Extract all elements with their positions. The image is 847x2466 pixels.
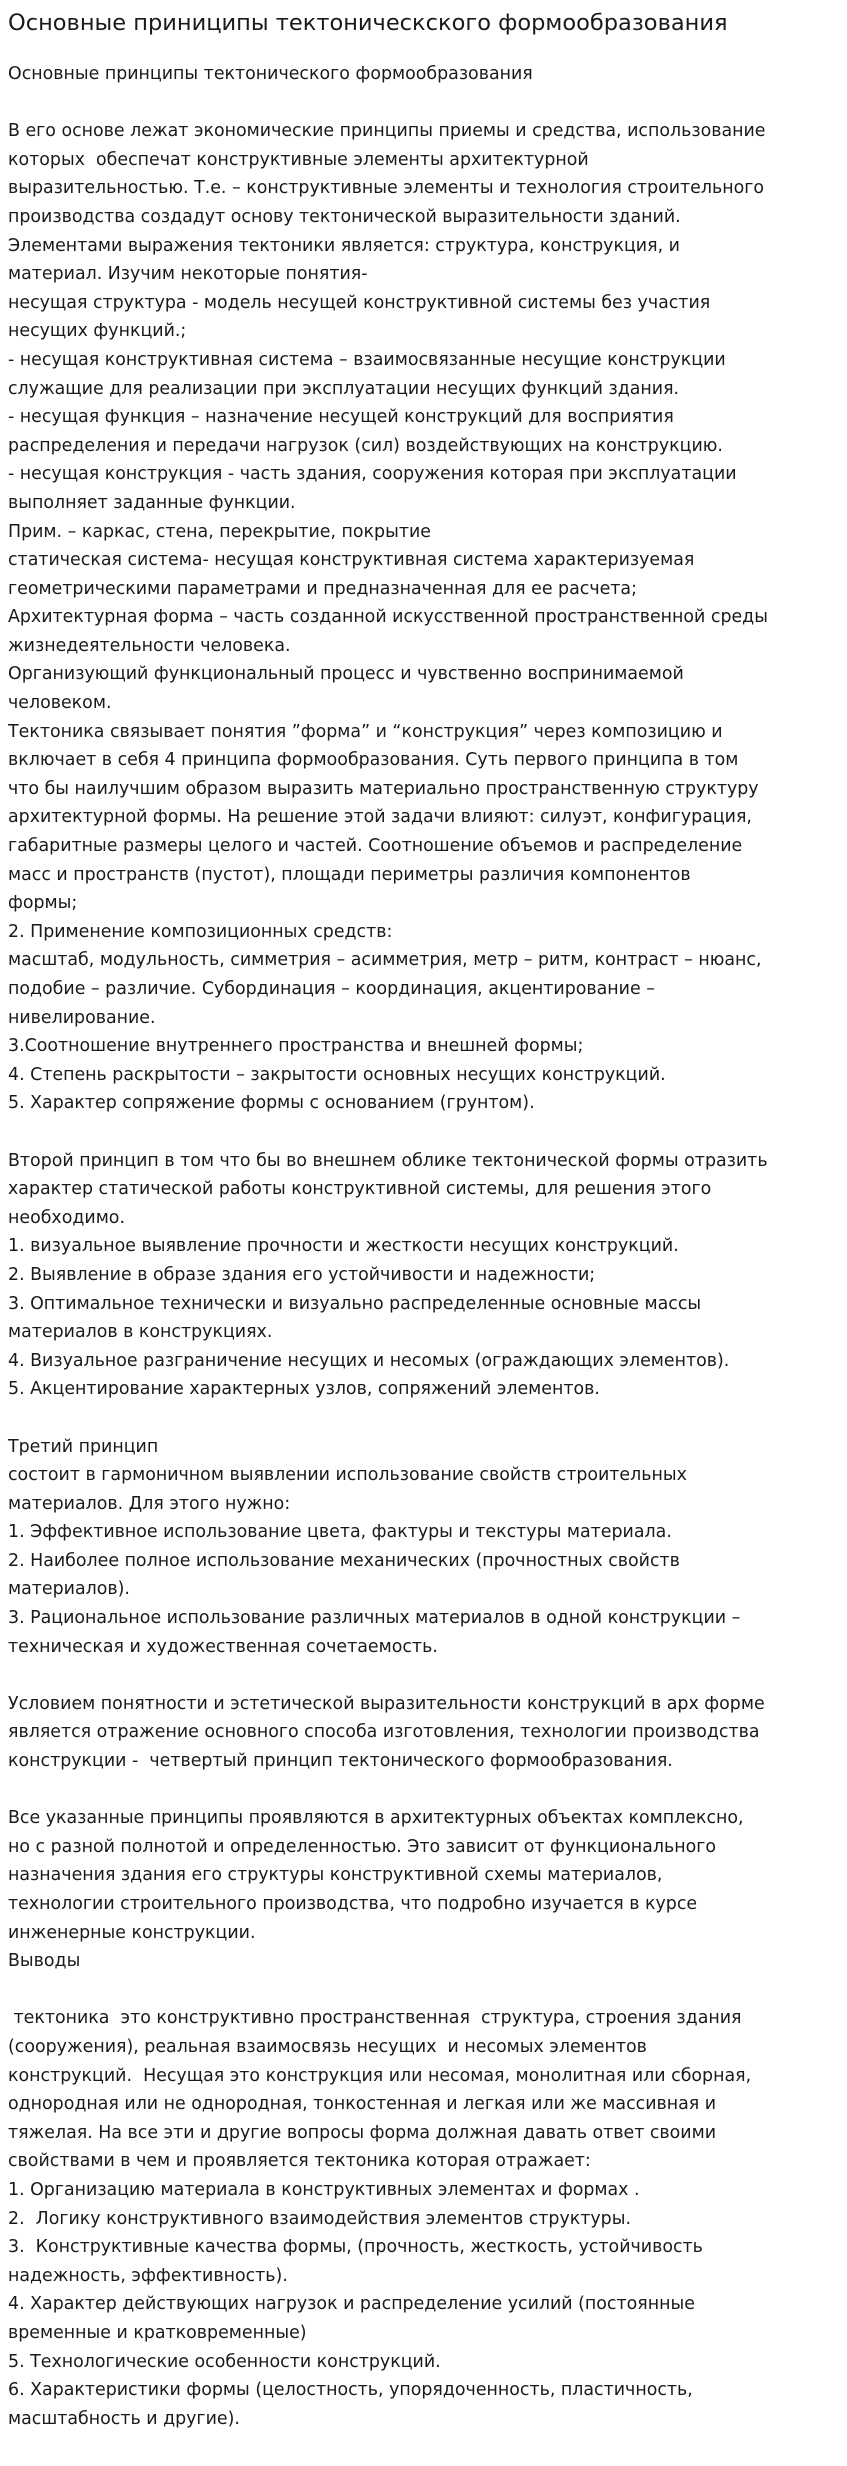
text-line: - несущая конструкция - часть здания, сооружения которая при эксплуатации bbox=[8, 464, 737, 485]
text-line: Прим. – каркас, стена, перекрытие, покрытие bbox=[8, 521, 431, 542]
text-line: жизнедеятельности человека. bbox=[8, 635, 291, 656]
text-line: выполняет заданные функции. bbox=[8, 492, 296, 513]
text-line: 4. Степень раскрытости – закрытости основных несущих конструкций. bbox=[8, 1064, 666, 1085]
text-line: статическая система- несущая конструктивная система характеризуемая bbox=[8, 550, 695, 571]
text-line: масс и пространств (пустот), площади периметры различия компонентов bbox=[8, 864, 691, 885]
text-line: конструкций. Несущая это конструкция или несомая, монолитная или сборная, bbox=[8, 2065, 752, 2086]
text-line: Выводы bbox=[8, 1951, 81, 1972]
text-line: Третий принцип bbox=[8, 1436, 159, 1457]
text-line: выразительностью. Т.е. – конструктивные элементы и технология строительного bbox=[8, 178, 764, 199]
text-line: Элементами выражения тектоники является: структура, конструкция, и bbox=[8, 235, 680, 256]
paragraph-break bbox=[8, 1118, 839, 1147]
text-line: инженерные конструкции. bbox=[8, 1922, 256, 1943]
paragraph-break bbox=[8, 1661, 839, 1690]
text-line: материалов). bbox=[8, 1579, 130, 1600]
text-line: - несущая конструктивная система – взаимосвязанные несущие конструкции bbox=[8, 349, 726, 370]
paragraph-break bbox=[8, 89, 839, 118]
text-line: архитектурной формы. На решение этой задачи влияют: силуэт, конфигурация, bbox=[8, 807, 752, 828]
paragraph-break bbox=[8, 1404, 839, 1433]
text-line: характер статической работы конструктивной системы, для решения этого bbox=[8, 1179, 712, 1200]
text-line: 5. Акцентирование характерных узлов, сопряжений элементов. bbox=[8, 1379, 600, 1400]
text-line: Тектоника связывает понятия ”форма” и “конструкция” через композицию и bbox=[8, 721, 723, 742]
text-line: тектоника это конструктивно пространственная структура, строения здания bbox=[8, 2008, 742, 2029]
text-line: В его основе лежат экономические принципы приемы и средства, использование bbox=[8, 121, 766, 142]
text-line: включает в себя 4 принципа формообразования. Суть первого принципа в том bbox=[8, 750, 739, 771]
text-line: Условием понятности и эстетической выразительности конструкций в арх форме bbox=[8, 1693, 765, 1714]
text-line: тяжелая. На все эти и другие вопросы форма должная давать ответ своими bbox=[8, 2122, 717, 2143]
text-line: 3.Соотношение внутреннего пространства и внешней формы; bbox=[8, 1036, 584, 1057]
text-line: 4. Визуальное разграничение несущих и несомых (ограждающих элементов). bbox=[8, 1350, 730, 1371]
text-line: 5. Технологические особенности конструкций. bbox=[8, 2351, 441, 2372]
text-line: временные и кратковременные) bbox=[8, 2322, 307, 2343]
text-line: (сооружения), реальная взаимосвязь несущих и несомых элементов bbox=[8, 2036, 647, 2057]
text-line: назначения здания его структуры конструктивной схемы материалов, bbox=[8, 1865, 663, 1886]
text-line: которых обеспечат конструктивные элементы архитектурной bbox=[8, 149, 589, 170]
text-line: конструкции - четвертый принцип тектонического формообразования. bbox=[8, 1751, 673, 1772]
paragraph-break bbox=[8, 1776, 839, 1805]
text-line: производства создадут основу тектонической выразительности зданий. bbox=[8, 206, 681, 227]
text-line: 4. Характер действующих нагрузок и распределение усилий (постоянные bbox=[8, 2294, 695, 2315]
text-line: материал. Изучим некоторые понятия- bbox=[8, 264, 368, 285]
text-line: техническая и художественная сочетаемость. bbox=[8, 1636, 438, 1657]
text-line: но с разной полнотой и определенностью. Это зависит от функционального bbox=[8, 1836, 716, 1857]
text-line: несущая структура - модель несущей конструктивной системы без участия bbox=[8, 292, 711, 313]
text-line: 6. Характеристики формы (целостность, упорядоченность, пластичность, bbox=[8, 2380, 693, 2401]
text-line: человеком. bbox=[8, 693, 112, 714]
text-line: 2. Логику конструктивного взаимодействия элементов структуры. bbox=[8, 2208, 631, 2229]
text-line: 5. Характер сопряжение формы с основанием (грунтом). bbox=[8, 1093, 535, 1114]
text-line: 1. визуальное выявление прочности и жесткости несущих конструкций. bbox=[8, 1236, 679, 1257]
text-line: материалов. Для этого нужно: bbox=[8, 1493, 291, 1514]
text-line: Все указанные принципы проявляются в архитектурных объектах комплексно, bbox=[8, 1808, 744, 1829]
text-line: однородная или не однородная, тонкостенная и легкая или же массивная и bbox=[8, 2094, 717, 2115]
text-line: 2. Наиболее полное использование механических (прочностных свойств bbox=[8, 1550, 680, 1571]
page-title: Основные приниципы тектоническского формообразования bbox=[8, 10, 728, 36]
text-line: технологии строительного производства, что подробно изучается в курсе bbox=[8, 1894, 698, 1914]
text-line: несущих функций.; bbox=[8, 321, 187, 342]
text-line: 2. Выявление в образе здания его устойчивости и надежности; bbox=[8, 1264, 596, 1285]
text-line: материалов в конструкциях. bbox=[8, 1322, 273, 1343]
text-line: 1. Эффективное использование цвета, фактуры и текстуры материала. bbox=[8, 1522, 672, 1543]
text-line: масштабность и другие). bbox=[8, 2408, 240, 2429]
text-line: Основные принципы тектонического формообразования bbox=[8, 64, 533, 84]
text-line: 1. Организацию материала в конструктивных элементах и формах . bbox=[8, 2179, 640, 2200]
text-line: Организующий функциональный процесс и чувственно воспринимаемой bbox=[8, 664, 684, 685]
text-line: служащие для реализации при эксплуатации несущих функций здания. bbox=[8, 378, 680, 399]
text-line: - несущая функция – назначение несущей конструкций для восприятия bbox=[8, 407, 674, 428]
text-line: нивелирование. bbox=[8, 1007, 156, 1028]
text-line: 3. Рациональное использование различных материалов в одной конструкции – bbox=[8, 1608, 741, 1629]
text-line: необходимо. bbox=[8, 1207, 125, 1228]
text-line: 3. Конструктивные качества формы, (прочность, жесткость, устойчивость bbox=[8, 2237, 703, 2258]
text-line: Второй принцип в том что бы во внешнем облике тектонической формы отразить bbox=[8, 1150, 768, 1171]
text-line: формы; bbox=[8, 893, 78, 914]
paragraph-break bbox=[8, 1976, 839, 2005]
text-line: 3. Оптимальное технически и визуально распределенные основные массы bbox=[8, 1293, 702, 1314]
text-line: является отражение основного способа изготовления, технологии производства bbox=[8, 1722, 760, 1743]
text-line: геометрическими параметрами и предназначенная для ее расчета; bbox=[8, 578, 637, 599]
text-line: распределения и передачи нагрузок (сил) воздействующих на конструкцию. bbox=[8, 435, 723, 456]
text-line: масштаб, модульность, симметрия – асимметрия, метр – ритм, контраст – нюанс, bbox=[8, 950, 762, 971]
text-line: состоит в гармоничном выявлении использование свойств строительных bbox=[8, 1465, 687, 1486]
text-line: подобие – различие. Субординация – координация, акцентирование – bbox=[8, 979, 655, 999]
text-line: свойствами в чем и проявляется тектоника которая отражает: bbox=[8, 2151, 591, 2172]
text-line: что бы наилучшим образом выразить материально пространственную структуру bbox=[8, 778, 759, 799]
text-line: Архитектурная форма – часть созданной искусственной пространственной среды bbox=[8, 607, 768, 628]
text-line: габаритные размеры целого и частей. Соотношение объемов и распределение bbox=[8, 836, 743, 857]
document-body bbox=[8, 60, 839, 2433]
text-line: надежность, эффективность). bbox=[8, 2265, 288, 2286]
text-line: 2. Применение композиционных средств: bbox=[8, 921, 393, 942]
